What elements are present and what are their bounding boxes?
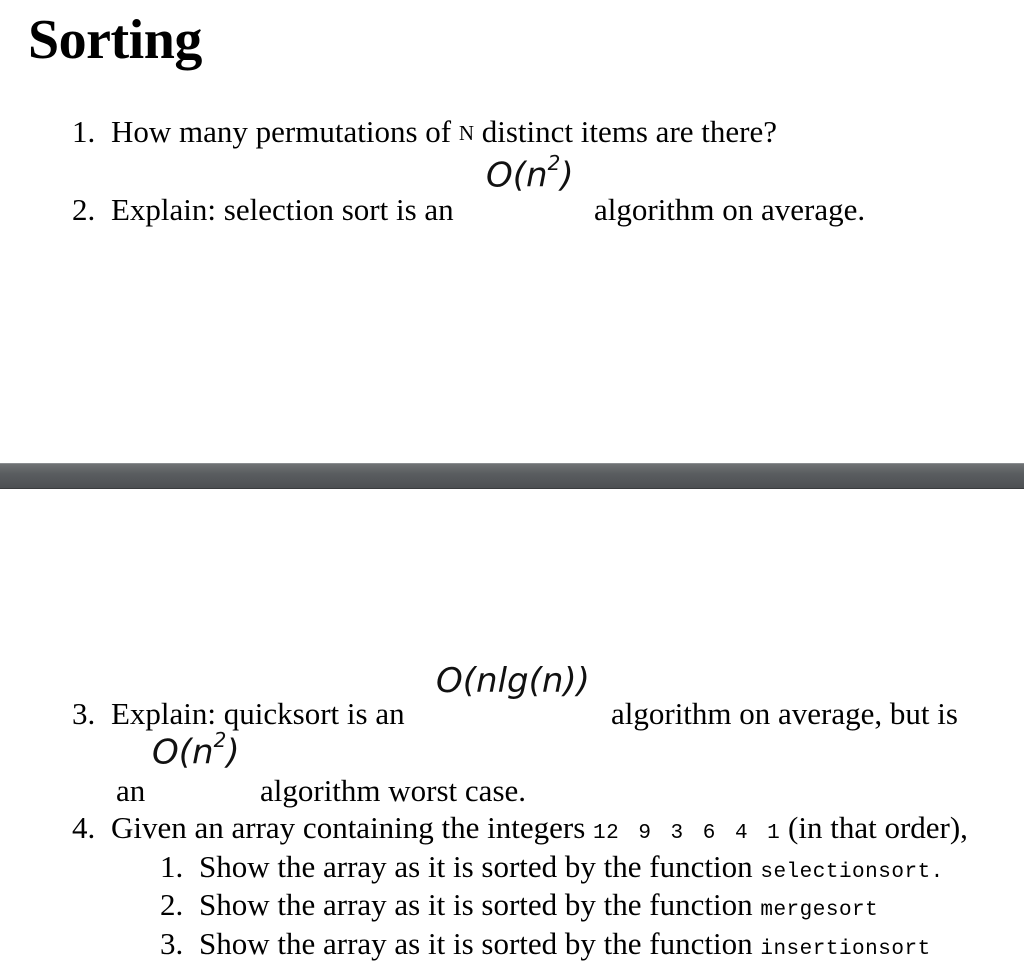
q3-text-post: algorithm worst case. [260,773,527,808]
question-3 [72,698,405,729]
q3-text-pre: Explain: quicksort is an [111,696,405,731]
q2-number: 2. [72,192,96,227]
question-1 [72,116,777,147]
q4-text-pre: Given an array containing the integers [111,810,594,845]
q4-sub-text: Show the array as it is sorted by the function [199,887,761,922]
q3-text-mid: algorithm on average, but is [611,696,958,731]
q2-text-pre: Explain: selection sort is an [111,192,454,227]
question-4 [72,812,968,844]
q3-worst-formula: $O(n^2)$ [152,728,240,773]
q4-number: 4. [72,810,96,845]
page-title: Sorting [28,9,202,71]
q4-text-post: (in that order), [780,810,968,845]
q3-number: 3. [72,696,96,731]
q4-sub-text: Show the array as it is sorted by the function [199,926,761,961]
q1-number: 1. [72,114,96,149]
q4-sub-function: insertionsort [760,938,931,961]
q1-text-pre: How many permutations of [111,114,459,149]
q1-variable: N [458,121,474,145]
q3-text-an: an [116,773,146,808]
q4-sub-function: mergesort [760,899,879,922]
q4-subitem [160,889,878,921]
question-2 [72,194,454,225]
q4-sub-text: Show the array as it is sorted by the function [199,849,761,884]
q4-sub-tail: . [930,861,944,884]
q4-sub-number: 2. [160,887,184,922]
q2-complexity-formula: $O(n^2)$ [486,151,574,196]
q4-sub-function: selectionsort [760,861,931,884]
q4-integers: 12 9 3 6 4 1 [593,822,781,845]
q3-average-formula: O(nlg(n)) [436,661,590,701]
q2-text-post: algorithm on average. [594,192,866,227]
section-divider [0,463,1024,489]
q1-text-post: distinct items are there? [474,114,777,149]
q4-subitem [160,928,931,960]
q4-subitem [160,851,944,883]
q4-sub-number: 3. [160,926,184,961]
q4-sub-number: 1. [160,849,184,884]
